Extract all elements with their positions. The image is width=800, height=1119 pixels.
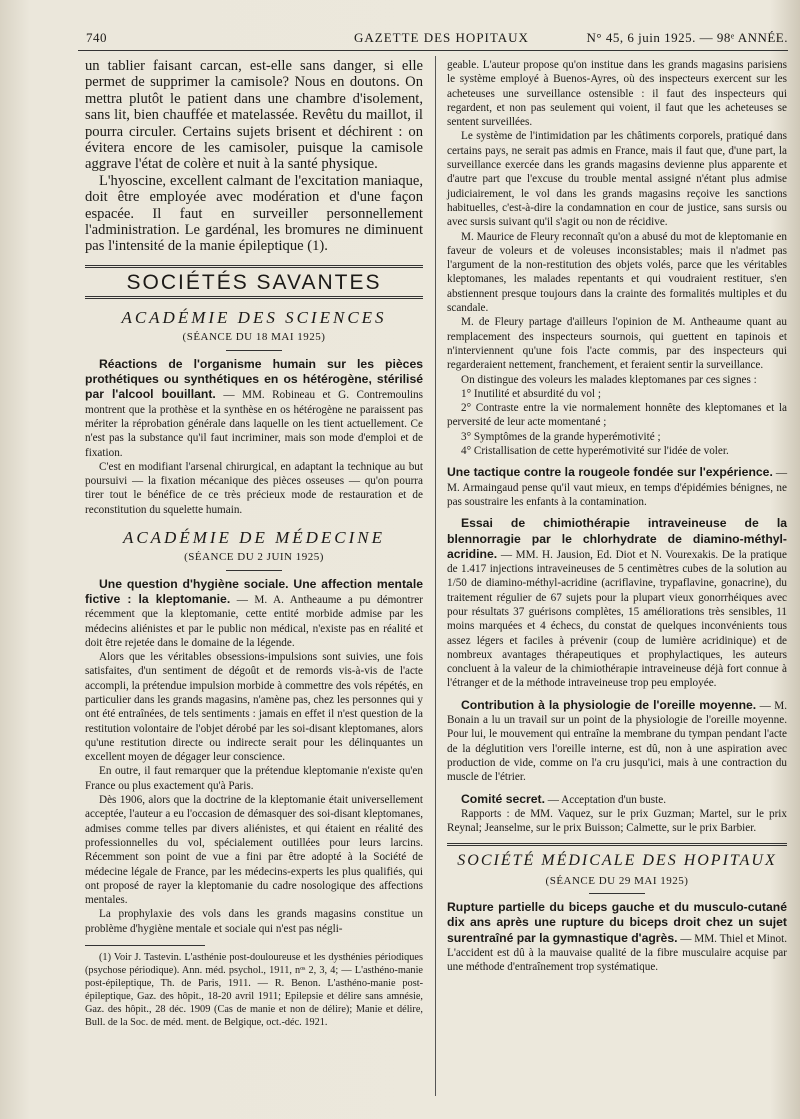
biceps-article — [447, 900, 787, 974]
society-seance-date: (SÉANCE DU 29 MAI 1925) — [545, 874, 689, 887]
page-header — [78, 30, 788, 50]
sciences-text-2: C'est en modifiant l'arsenal chirurgical, en adaptant la technique au but poursuivi — la fixation mécanique des pièces osseuses — qu'on pourra tirer tout le bénéfice de ce très précieux mode de restauration et de reconstitution du squelette humain. — [85, 460, 423, 516]
tactic-heading: Une tactique contre la rougeole fondée sur l'expérience. — [447, 465, 773, 480]
signs-list — [447, 387, 787, 458]
medecine-authors: — M. A. Antheaume — [236, 593, 342, 606]
list-item: 2° Contraste entre la vie normalement honnête des kleptomanes et la perversité de leur acte momentané ; — [447, 402, 787, 429]
journal-title: GAZETTE DES HOPITAUX — [354, 30, 529, 45]
footnote: (1) Voir J. Tastevin. L'asthénie post-douloureuse et les dysthénies périodiques (psychose périodique). Ann. méd. psychol., 1911, nᵒˢ 2, 3, 4; — L'asthéno-manie post-épileptique, Th. de Paris, 1911. — R. Benon. L'asthéno-manie post-épileptique, Gaz. des hôpit., 18-20 avril 1911; Epilepsie et délire sans amnésie, Gaz. des hôpit., 28 déc. 1909 (Cas de manie et non de délire); Manie et délire, Bull. de la Soc. de méd. ment. de Belgique, oct.-déc. 1921. — [85, 952, 423, 1029]
medecine-heading: Une question d'hygiène sociale. Une affection mentale fictive : la kleptomanie. — [85, 576, 423, 606]
medecine-text-1: Alors que les véritables obsessions-impulsions sont suivies, une fois satisfaites, d'un sentiment de dégoût et de remords vis-à-vis de l'acte accompli, la prétendue impulsion morbide à commettre des vols répétés, en particulier dans les grands magasins, n'amène pas, chez les personnes qui y ont été entraînées, de tels sentiments : jamais en effet il n'est question de la restitution volontaire de l'objet dérobé par les soi-disant kleptomanes, alors qu'une restitution directe ou indirecte serait pour les délinquantes un excellent moyen de dégager leur conscience. — [85, 651, 423, 764]
kleptomanie-continued: geable. L'auteur propose qu'on institue dans les grands magasins parisiens le système employé à Buenos-Ayres, où des inspecteurs exercent sur les acheteuses une surveillance ostensible : il faut des inspecteurs qui regardent, et non pas seulement qui voient, il faut que les acheteuses se sentent surveillées. — [447, 59, 787, 129]
chemo-text: — MM. H. Jausion, Ed. Diot et N. Vourexakis. De la pratique de 1.417 injections intraveineuses de 5 centimètres cubes de la solution au 1/50 de diamino-méthyl-acridine (acriflavine, trypaflavine, gonacrine), du traitement régulier de 67 sujets pour la plupart vieux gonorrhéiques avec pour résultats 37 guérisons complètes, 15 améliorations très sensibles, 11 moins marquées et 4 échecs, du constat de quelques inconvénients tous assez légers et faciles à prévenir (coup de lumière acridinique) et de nombreux avantages thérapeutiques et prophylactiques, les auteurs concluent à la valeur de la chimiothérapie intraveineuse déjà fort connue à l'étranger et de la méthode intraveineuse trop peu employée. — [447, 548, 787, 690]
intro-paragraph-2: L'hyoscine, excellent calmant de l'excitation maniaque, doit être employée avec modération et d'une façon espacée. Il faut en surveiller personnellement l'administration. Le gardénal, les bromures ne diminuent pas l'intensité de la manie épileptique (1). — [85, 172, 423, 255]
medecine-text-0: a pu démontrer récemment que la kleptomanie, cette entité morbide admise par les médecins aliénistes et par le public non médical, n'existe pas en réalité et doit être rejetée dans le domaine de la légende. — [85, 593, 423, 649]
ear-article — [447, 698, 787, 785]
biceps-heading: Rupture partielle du biceps gauche et du musculo-cutané dix ans après une rupture du biceps droit chez un sujet surentraîné par la gymnastique d'agrès. — [447, 900, 787, 945]
medecine-text-2: En outre, il faut remarquer que la prétendue kleptomanie n'existe qu'en France ou plus exactement qu'à Paris. — [85, 765, 423, 792]
ear-heading: Contribution à la physiologie de l'oreille moyenne. — [461, 697, 757, 712]
sciences-article — [85, 357, 423, 460]
secret-heading: Comité secret. — [461, 791, 545, 806]
seance-sciences-date: (SÉANCE DU 18 MAI 1925) — [182, 331, 326, 344]
column-divider — [435, 56, 436, 1096]
chemo-article — [447, 516, 787, 691]
biceps-text: — MM. Thiel et Minot. L'accident est dû à la mauvaise qualité de la fibre musculaire acquise par une méthode d'entraînement trop systématique. — [447, 932, 788, 974]
kleptomanie-para-2: Le système de l'intimidation par les châtiments corporels, pratiqué dans certains pays, ne serait pas admis en France, mais il faut que, d'une part, la surveillance exercée dans les grands magasins devienne plus apparente et d'autre part que l'excuse du trouble mental assigné n'étant plus admise judiciairement, le vol dans les grands magasins reçoive les sanctions habituelles, c'est-à-dire la condamnation en cour de justice, sans sursis ou avec sursis suivant qu'il s'agit ou non de récidive. — [447, 130, 787, 229]
secret-text-1: — Acceptation d'un buste. — [547, 793, 667, 806]
medecine-text-4: La prophylaxie des vols dans les grands magasins constitue un problème d'hygiène mentale et sociale qui n'est pas négli- — [85, 908, 423, 935]
seance-medecine-date: (SÉANCE DU 2 JUIN 1925) — [184, 551, 324, 564]
section-rule-bottom — [85, 296, 423, 299]
short-rule — [226, 350, 282, 351]
section-rule-top — [85, 265, 423, 268]
list-item: 3° Symptômes de la grande hyperémotivité ; — [461, 430, 661, 443]
header-rule — [78, 50, 788, 51]
issue-info: N° 45, 6 juin 1925. — 98ᵉ ANNÉE. — [586, 30, 788, 45]
ear-text: — M. Bonain a lu un travail sur un point de la physiologie de l'oreille moyenne. Pour lui, le mouvement qui entraîne la membrane du tympan pendant l'acte de la déglutition vers l'oreille interne, est dû, non à une aspiration avec production de vide, comme on l'a cru jusqu'ici, mais à une contraction du muscle de l'étrier. — [447, 699, 787, 784]
short-rule — [226, 570, 282, 571]
society-title: SOCIÉTÉ MÉDICALE DES HOPITAUX — [457, 852, 777, 870]
sciences-heading: Réactions de l'organisme humain sur les pièces prothétiques ou synthétiques en os hétérogène, stérilisé par l'alcool bouillant. — [85, 356, 423, 402]
short-rule — [589, 893, 645, 894]
kleptomanie-para-3: M. Maurice de Fleury reconnaît qu'on a abusé du mot de kleptomanie en faveur de voleurs et de voleuses inconsistables; mais il n'admet pas l'argument de la non-restitution des objets volés, parce que les véritables kleptomanes, les malades repentants et qui voudraient restituer, s'en abstiennent presque toujours dans la crainte des formalités multiples et du scandale. — [447, 230, 787, 315]
medecine-text-3: Dès 1906, alors que la doctrine de la kleptomanie était universellement acceptée, l'auteur a eu l'occasion de démasquer des soi-disant kleptomanes, admises comme telles par divers aliénistes, et qui étaient en réalité des professionnelles du vol, spécialement outillées pour leurs larcins. Récemment son point de vue a fini par être adopté à la Société de médecine légale de France, par les médecins-experts les plus qualifiés, qui ont proposé de rayer la kleptomanie du cadre nosologique des affections mentales. — [85, 794, 423, 907]
right-column — [447, 58, 787, 975]
list-item: 4° Cristallisation de cette hyperémotivité sur l'idée de voler. — [461, 445, 729, 458]
list-item: 1° Inutilité et absurdité du vol ; — [461, 387, 601, 400]
sciences-text-1: montrent que la prothèse et la synthèse en os hétérogène ne paraissent pas mériter la réprobation générale dans laquelle on les tient actuellement. Ce n'est pas la substance qu'il faut incriminer, mais son mode d'emploi et de fixation. — [85, 403, 423, 459]
sciences-authors: — MM. Robineau et G. Contremoulins — [223, 389, 424, 402]
page-number: 740 — [86, 30, 107, 45]
society-rule — [447, 843, 787, 846]
secret-text-2: Rapports : de MM. Vaquez, sur le prix Guzman; Martel, sur le prix Reynal; Jeanselme, sur le prix Buisson; Calmette, sur le prix Barbier. — [447, 807, 787, 835]
section-title: SOCIÉTÉS SAVANTES — [126, 270, 382, 294]
kleptomanie-para-4: M. de Fleury partage d'ailleurs l'opinion de M. Antheaume quant au remplacement des inspecteurs sournois, qui guettent en tapinois et n'interviennent qu'une fois l'acte commis, par des inspecteurs qui regarderaient nettement, franchement, et feraient sentir la surveillance. — [447, 316, 787, 372]
academy-medecine-title: ACADÉMIE DE MÉDECINE — [122, 528, 386, 548]
tactic-article — [447, 465, 787, 509]
medecine-article — [85, 577, 423, 650]
footnote-rule — [85, 945, 205, 946]
chemo-heading: Essai de chimiothérapie intraveineuse de la blennorragie par le chlorhydrate de diamino-méthyl-acridine. — [447, 516, 787, 561]
secret-article — [447, 792, 787, 807]
academy-sciences-title: ACADÉMIE DES SCIENCES — [121, 308, 387, 328]
intro-paragraph-1: un tablier faisant carcan, est-elle sans danger, si elle permet de supprimer la camisole? Nous en doutons. On mettra plutôt le patient dans une chambre d'isolement, sans lit, bien chauffée et matelassée. Revêtu du maillot, il pourra circuler. Certains sujets brisent et déchirent : on évitera encore de les camisoler, puisque la camisole aggrave l'état de colère et nuit à la santé physique. — [85, 58, 423, 173]
kleptomanie-para-5: On distingue des voleurs les malades kleptomanes par ces signes : — [461, 373, 757, 386]
left-column — [85, 58, 423, 1029]
tactic-text: — M. Armaingaud pense qu'il vaut mieux, en temps d'épidémies bénignes, ne pas soustraire les enfants à la contamination. — [447, 467, 788, 508]
